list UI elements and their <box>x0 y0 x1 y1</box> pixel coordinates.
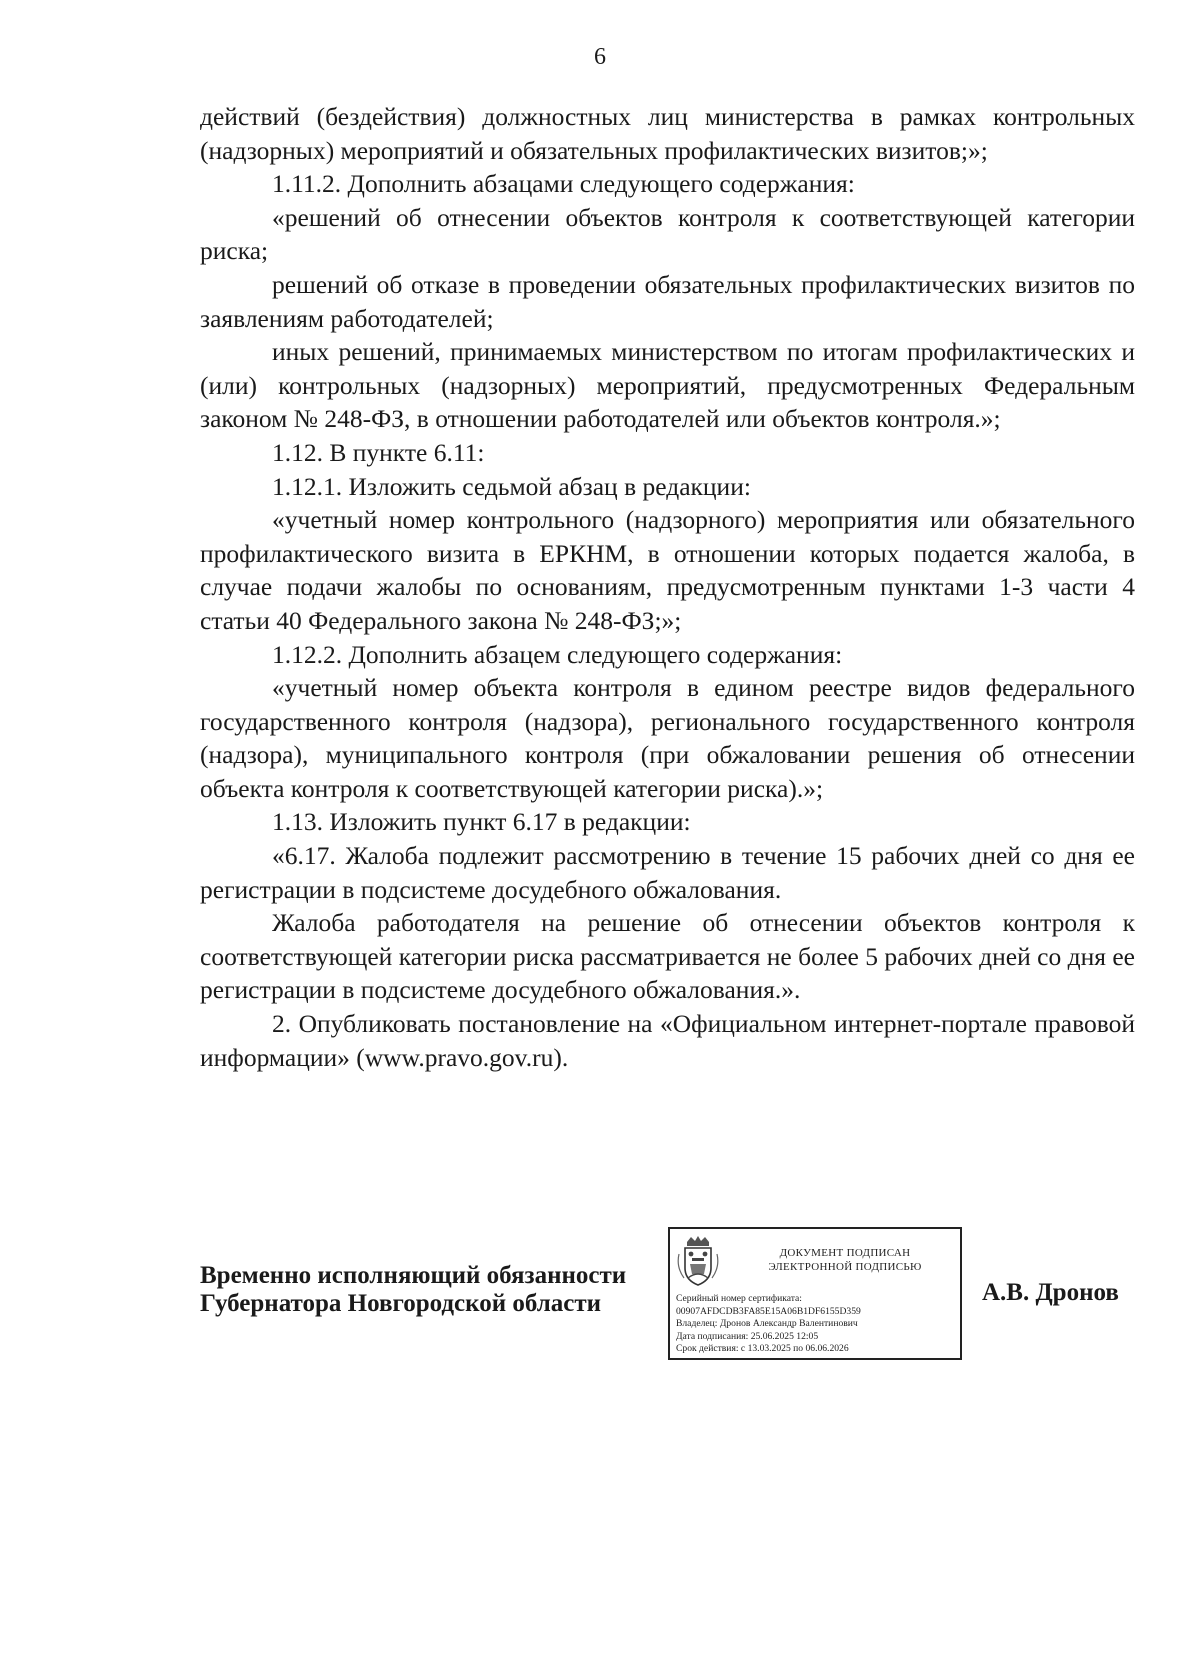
stamp-title-line: ЭЛЕКТРОННОЙ ПОДПИСЬЮ <box>768 1261 922 1273</box>
paragraph: 2. Опубликовать постановление на «Официальном интернет-портале правовой информации» (www.pravo.gov.ru). <box>200 1009 1135 1072</box>
signatory-position-line: Губернатора Новгородской области <box>200 1290 602 1317</box>
paragraph: «решений об отнесении объектов контроля к соответствующей категории риска; <box>200 202 1135 266</box>
paragraph: 1.12. В пункте 6.11: <box>272 437 485 467</box>
stamp-serial-value: 00907AFDCDB3FA85E15A06B1DF6155D359 <box>676 1305 861 1317</box>
stamp-title-line: ДОКУМЕНТ ПОДПИСАН <box>779 1247 911 1259</box>
paragraph: 1.11.2. Дополнить абзацами следующего содержания: <box>272 169 855 199</box>
stamp-title <box>730 1246 960 1274</box>
stamp-owner: Владелец: Дронов Александр Валентинович <box>676 1318 858 1330</box>
paragraph: действий (бездействия) должностных лиц министерства в рамках контрольных (надзорных) мероприятий и обязательных профилактических визитов;»; <box>200 102 1135 165</box>
signatory-position-line: Временно исполняющий обязанности <box>200 1262 627 1289</box>
paragraph: 1.12.2. Дополнить абзацем следующего содержания: <box>272 639 843 669</box>
stamp-signed-date: Дата подписания: 25.06.2025 12:05 <box>676 1330 819 1342</box>
paragraph: 1.12.1. Изложить седьмой абзац в редакции: <box>272 471 751 501</box>
stamp-serial-label: Серийный номер сертификата: <box>676 1293 802 1304</box>
signer-name: А.В. Дронов <box>982 1279 1119 1306</box>
paragraph: иных решений, принимаемых министерством по итогам профилактических и (или) контрольных (надзорных) мероприятий, предусмотренных Федеральным законом № 248-ФЗ, в отношении работодателей или объектов контроля.»; <box>200 337 1135 434</box>
coat-of-arms-icon <box>675 1234 721 1288</box>
stamp-details <box>676 1293 861 1356</box>
paragraph: 1.13. Изложить пункт 6.17 в редакции: <box>272 807 691 837</box>
paragraph: «учетный номер объекта контроля в едином реестре видов федерального государственного контроля (надзора), регионального государственного контроля (надзора), муниципального контроля (при обжаловании решения об отнесении объекта контроля к соответствующей категории риска).»; <box>200 673 1135 803</box>
page-number: 6 <box>594 44 606 70</box>
document-body <box>200 100 1135 1074</box>
paragraph: Жалоба работодателя на решение об отнесении объектов контроля к соответствующей категории риска рассматривается не более 5 рабочих дней со дня ее регистрации в подсистеме досудебного обжалования.». <box>200 908 1135 1005</box>
stamp-validity: Срок действия: с 13.03.2025 по 06.06.2026 <box>676 1343 849 1355</box>
paragraph: «6.17. Жалоба подлежит рассмотрению в течение 15 рабочих дней со дня ее регистрации в подсистеме досудебного обжалования. <box>200 841 1135 904</box>
electronic-signature-stamp <box>668 1227 962 1360</box>
paragraph: решений об отказе в проведении обязательных профилактических визитов по заявлениям работодателей; <box>200 269 1135 333</box>
paragraph: «учетный номер контрольного (надзорного) мероприятия или обязательного профилактического визита в ЕРКНМ, в отношении которых подается жалоба, в случае подачи жалобы по основаниям, предусмотренным пунктами 1-3 части 4 статьи 40 Федерального закона № 248-ФЗ;»; <box>200 505 1135 635</box>
signatory-position <box>200 1262 626 1318</box>
